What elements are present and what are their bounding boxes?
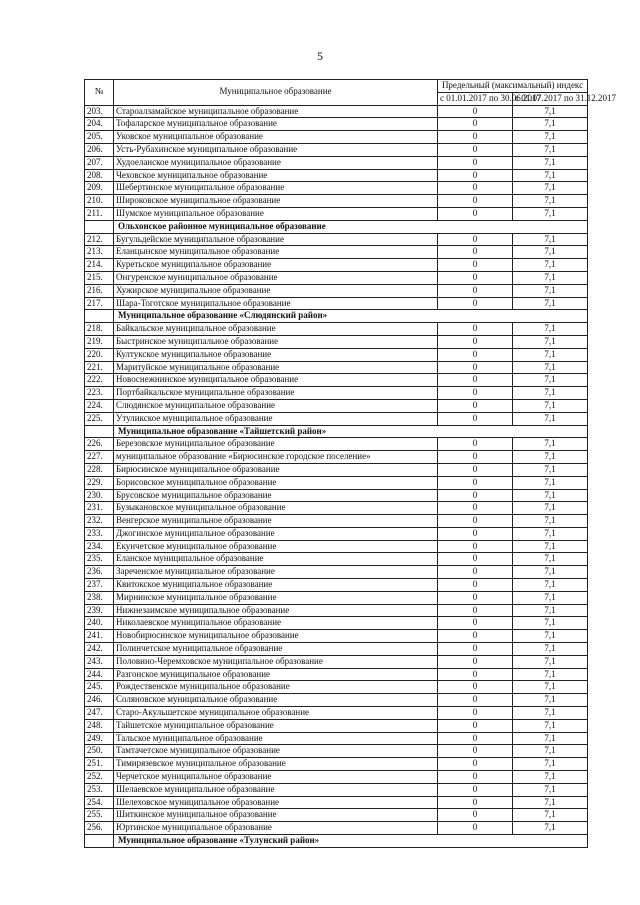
header-period-1: с 01.01.2017 по 30.06.2017 <box>438 92 513 105</box>
index-period-1: 0 <box>438 617 513 630</box>
index-period-2: 7,1 <box>513 502 588 515</box>
index-period-2: 7,1 <box>513 271 588 284</box>
row-number: 203. <box>85 105 114 118</box>
table-row <box>85 412 588 425</box>
index-period-1: 0 <box>438 553 513 566</box>
index-period-1: 0 <box>438 207 513 220</box>
table-row <box>85 143 588 156</box>
municipality-name: Новоснежнинское муниципальное образование <box>114 374 438 387</box>
municipality-name: Онгуренское муниципальное образование <box>114 271 438 284</box>
section-title: Муниципальное образование «Тулунский район» <box>114 835 588 848</box>
index-period-1: 0 <box>438 745 513 758</box>
table-row <box>85 540 588 553</box>
municipality-name: Шара-Тоготское муниципальное образование <box>114 297 438 310</box>
municipality-name: Еланское муниципальное образование <box>114 553 438 566</box>
header-num: № <box>85 80 114 106</box>
index-period-1: 0 <box>438 515 513 528</box>
index-period-1: 0 <box>438 604 513 617</box>
index-period-2: 7,1 <box>513 681 588 694</box>
index-period-1: 0 <box>438 655 513 668</box>
table-row <box>85 361 588 374</box>
index-period-2: 7,1 <box>513 809 588 822</box>
index-period-1: 0 <box>438 438 513 451</box>
municipality-name: Черчетское муниципальное образование <box>114 771 438 784</box>
municipality-name: Шиткинское муниципальное образование <box>114 809 438 822</box>
index-period-1: 0 <box>438 271 513 284</box>
municipality-name: Бугульдейское муниципальное образование <box>114 233 438 246</box>
index-period-2: 7,1 <box>513 604 588 617</box>
municipality-name: Тамтачетское муниципальное образование <box>114 745 438 758</box>
municipality-name: Старо-Акульшетское муниципальное образование <box>114 707 438 720</box>
municipality-name: Мирнинское муниципальное образование <box>114 591 438 604</box>
section-row <box>85 310 588 323</box>
row-number: 240. <box>85 617 114 630</box>
table-row <box>85 271 588 284</box>
section-row <box>85 835 588 848</box>
index-period-2: 7,1 <box>513 527 588 540</box>
municipality-name: Борисовское муниципальное образование <box>114 476 438 489</box>
table-row <box>85 745 588 758</box>
table-row <box>85 643 588 656</box>
index-period-1: 0 <box>438 335 513 348</box>
section-num-cell <box>85 310 114 323</box>
row-number: 247. <box>85 707 114 720</box>
index-period-2: 7,1 <box>513 758 588 771</box>
table-row <box>85 182 588 195</box>
table-row <box>85 732 588 745</box>
row-number: 226. <box>85 438 114 451</box>
index-period-1: 0 <box>438 182 513 195</box>
table-row <box>85 348 588 361</box>
index-period-2: 7,1 <box>513 668 588 681</box>
table-row <box>85 694 588 707</box>
row-number: 233. <box>85 527 114 540</box>
row-number: 220. <box>85 348 114 361</box>
row-number: 239. <box>85 604 114 617</box>
municipality-name: Шебертинское муниципальное образование <box>114 182 438 195</box>
municipality-name: Култукское муниципальное образование <box>114 348 438 361</box>
municipality-name: Бузыкановское муниципальное образование <box>114 502 438 515</box>
index-period-1: 0 <box>438 399 513 412</box>
table-row <box>85 668 588 681</box>
table-row <box>85 105 588 118</box>
index-period-1: 0 <box>438 259 513 272</box>
row-number: 256. <box>85 822 114 835</box>
index-period-2: 7,1 <box>513 796 588 809</box>
index-period-1: 0 <box>438 361 513 374</box>
municipality-name: Чеховское муниципальное образование <box>114 169 438 182</box>
table-row <box>85 323 588 336</box>
index-period-2: 7,1 <box>513 553 588 566</box>
index-period-2: 7,1 <box>513 323 588 336</box>
index-period-2: 7,1 <box>513 694 588 707</box>
row-number: 219. <box>85 335 114 348</box>
municipality-name: Нижнезаимское муниципальное образование <box>114 604 438 617</box>
page-number: 5 <box>317 49 323 63</box>
index-period-1: 0 <box>438 809 513 822</box>
row-number: 205. <box>85 131 114 144</box>
section-title: Ольхонское районное муниципальное образование <box>114 220 588 233</box>
index-period-1: 0 <box>438 694 513 707</box>
index-period-2: 7,1 <box>513 412 588 425</box>
table-row <box>85 207 588 220</box>
index-period-2: 7,1 <box>513 591 588 604</box>
section-num-cell <box>85 220 114 233</box>
index-period-2: 7,1 <box>513 476 588 489</box>
index-period-2: 7,1 <box>513 105 588 118</box>
table-row <box>85 681 588 694</box>
municipality-name: Уковское муниципальное образование <box>114 131 438 144</box>
index-period-2: 7,1 <box>513 387 588 400</box>
index-period-2: 7,1 <box>513 732 588 745</box>
index-period-2: 7,1 <box>513 182 588 195</box>
table-row <box>85 758 588 771</box>
municipality-name: Широковское муниципальное образование <box>114 195 438 208</box>
municipality-name: Половино-Черемховское муниципальное образование <box>114 655 438 668</box>
header-period-2: с 01.07.2017 по 31.12.2017 <box>513 92 588 105</box>
index-period-1: 0 <box>438 297 513 310</box>
index-period-2: 7,1 <box>513 399 588 412</box>
municipality-name: Соляновское муниципальное образование <box>114 694 438 707</box>
row-number: 208. <box>85 169 114 182</box>
row-number: 212. <box>85 233 114 246</box>
row-number: 224. <box>85 399 114 412</box>
table-row <box>85 719 588 732</box>
municipality-name: Николаевское муниципальное образование <box>114 617 438 630</box>
row-number: 248. <box>85 719 114 732</box>
index-period-2: 7,1 <box>513 643 588 656</box>
index-period-1: 0 <box>438 323 513 336</box>
municipality-name: Полинчетское муниципальное образование <box>114 643 438 656</box>
municipality-name: Разгонское муниципальное образование <box>114 668 438 681</box>
index-period-1: 0 <box>438 566 513 579</box>
index-period-1: 0 <box>438 771 513 784</box>
row-number: 252. <box>85 771 114 784</box>
municipality-name: Быстринское муниципальное образование <box>114 335 438 348</box>
index-period-1: 0 <box>438 463 513 476</box>
index-period-2: 7,1 <box>513 207 588 220</box>
table-row <box>85 118 588 131</box>
row-number: 214. <box>85 259 114 272</box>
table-row <box>85 374 588 387</box>
index-period-2: 7,1 <box>513 719 588 732</box>
index-period-2: 7,1 <box>513 259 588 272</box>
row-number: 206. <box>85 143 114 156</box>
index-period-1: 0 <box>438 630 513 643</box>
row-number: 245. <box>85 681 114 694</box>
table-row <box>85 476 588 489</box>
index-period-1: 0 <box>438 233 513 246</box>
municipality-name: Бирюсинское муниципальное образование <box>114 463 438 476</box>
index-period-1: 0 <box>438 284 513 297</box>
table-row <box>85 630 588 643</box>
index-period-1: 0 <box>438 105 513 118</box>
row-number: 210. <box>85 195 114 208</box>
index-period-2: 7,1 <box>513 489 588 502</box>
row-number: 246. <box>85 694 114 707</box>
row-number: 213. <box>85 246 114 259</box>
table-row <box>85 796 588 809</box>
index-period-1: 0 <box>438 502 513 515</box>
row-number: 228. <box>85 463 114 476</box>
index-period-2: 7,1 <box>513 463 588 476</box>
row-number: 255. <box>85 809 114 822</box>
row-number: 244. <box>85 668 114 681</box>
municipality-name: Усть-Рубахинское муниципальное образование <box>114 143 438 156</box>
index-period-2: 7,1 <box>513 374 588 387</box>
index-period-1: 0 <box>438 143 513 156</box>
municipality-name: Шумское муниципальное образование <box>114 207 438 220</box>
municipality-name: муниципальное образование «Бирюсинское городское поселение» <box>114 451 438 464</box>
section-title: Муниципальное образование «Слюдянский район» <box>114 310 588 323</box>
index-table <box>84 79 617 848</box>
index-period-2: 7,1 <box>513 131 588 144</box>
municipality-name: Зареченское муниципальное образование <box>114 566 438 579</box>
table-row <box>85 131 588 144</box>
row-number: 236. <box>85 566 114 579</box>
index-period-2: 7,1 <box>513 233 588 246</box>
index-period-1: 0 <box>438 681 513 694</box>
table-row <box>85 259 588 272</box>
index-period-2: 7,1 <box>513 630 588 643</box>
index-period-2: 7,1 <box>513 118 588 131</box>
municipality-name: Куретьское муниципальное образование <box>114 259 438 272</box>
municipality-name: Екунчетское муниципальное образование <box>114 540 438 553</box>
municipality-name: Слюдянское муниципальное образование <box>114 399 438 412</box>
header-municipality: Муниципальное образование <box>114 80 438 106</box>
index-period-1: 0 <box>438 169 513 182</box>
index-period-2: 7,1 <box>513 348 588 361</box>
table-row <box>85 246 588 259</box>
section-num-cell <box>85 835 114 848</box>
table-row <box>85 463 588 476</box>
index-period-2: 7,1 <box>513 822 588 835</box>
index-period-1: 0 <box>438 783 513 796</box>
row-number: 227. <box>85 451 114 464</box>
index-period-2: 7,1 <box>513 156 588 169</box>
index-period-2: 7,1 <box>513 617 588 630</box>
table-row <box>85 707 588 720</box>
table-row <box>85 579 588 592</box>
municipality-name: Тайшетское муниципальное образование <box>114 719 438 732</box>
row-number: 238. <box>85 591 114 604</box>
table-body <box>85 105 588 847</box>
index-period-2: 7,1 <box>513 745 588 758</box>
table-row <box>85 809 588 822</box>
index-period-1: 0 <box>438 719 513 732</box>
table-row <box>85 387 588 400</box>
index-period-1: 0 <box>438 348 513 361</box>
index-period-2: 7,1 <box>513 143 588 156</box>
index-period-2: 7,1 <box>513 284 588 297</box>
table-row <box>85 604 588 617</box>
index-period-1: 0 <box>438 118 513 131</box>
header-index: Предельный (максимальный) индекс <box>438 80 588 93</box>
table-row <box>85 553 588 566</box>
municipality-name: Байкальское муниципальное образование <box>114 323 438 336</box>
table-row <box>85 169 588 182</box>
index-period-1: 0 <box>438 527 513 540</box>
table-header <box>85 80 617 106</box>
index-period-2: 7,1 <box>513 169 588 182</box>
row-number: 249. <box>85 732 114 745</box>
index-period-1: 0 <box>438 822 513 835</box>
row-number: 215. <box>85 271 114 284</box>
table-row <box>85 156 588 169</box>
index-period-1: 0 <box>438 668 513 681</box>
table-row <box>85 515 588 528</box>
municipality-name: Квитокское муниципальное образование <box>114 579 438 592</box>
row-number: 237. <box>85 579 114 592</box>
row-number: 253. <box>85 783 114 796</box>
municipality-name: Тофаларское муниципальное образование <box>114 118 438 131</box>
row-number: 207. <box>85 156 114 169</box>
index-period-2: 7,1 <box>513 515 588 528</box>
table-row <box>85 783 588 796</box>
index-period-1: 0 <box>438 156 513 169</box>
index-period-1: 0 <box>438 489 513 502</box>
row-number: 222. <box>85 374 114 387</box>
index-period-2: 7,1 <box>513 783 588 796</box>
index-period-1: 0 <box>438 796 513 809</box>
row-number: 234. <box>85 540 114 553</box>
municipality-name: Березовское муниципальное образование <box>114 438 438 451</box>
municipality-name: Новобирюсинское муниципальное образование <box>114 630 438 643</box>
index-period-2: 7,1 <box>513 771 588 784</box>
table-row <box>85 195 588 208</box>
row-number: 223. <box>85 387 114 400</box>
table-row <box>85 335 588 348</box>
index-period-1: 0 <box>438 591 513 604</box>
index-period-2: 7,1 <box>513 361 588 374</box>
table-row <box>85 297 588 310</box>
municipality-name: Брусовское муниципальное образование <box>114 489 438 502</box>
row-number: 235. <box>85 553 114 566</box>
index-period-1: 0 <box>438 643 513 656</box>
table-row <box>85 655 588 668</box>
municipality-name: Маритуйское муниципальное образование <box>114 361 438 374</box>
municipality-name: Шелаевское муниципальное образование <box>114 783 438 796</box>
table-row <box>85 591 588 604</box>
row-number: 225. <box>85 412 114 425</box>
index-period-1: 0 <box>438 246 513 259</box>
table-row <box>85 771 588 784</box>
section-row <box>85 220 588 233</box>
index-period-2: 7,1 <box>513 579 588 592</box>
index-period-1: 0 <box>438 476 513 489</box>
index-period-2: 7,1 <box>513 195 588 208</box>
index-period-1: 0 <box>438 131 513 144</box>
index-period-2: 7,1 <box>513 540 588 553</box>
table-row <box>85 438 588 451</box>
row-number: 254. <box>85 796 114 809</box>
row-number: 221. <box>85 361 114 374</box>
municipality-name: Худоеланское муниципальное образование <box>114 156 438 169</box>
index-period-1: 0 <box>438 387 513 400</box>
table-row <box>85 233 588 246</box>
index-period-2: 7,1 <box>513 246 588 259</box>
row-number: 216. <box>85 284 114 297</box>
row-number: 232. <box>85 515 114 528</box>
row-number: 242. <box>85 643 114 656</box>
row-number: 243. <box>85 655 114 668</box>
section-row <box>85 425 588 438</box>
row-number: 230. <box>85 489 114 502</box>
municipality-name: Джогинское муниципальное образование <box>114 527 438 540</box>
municipality-name: Утуликское муниципальное образование <box>114 412 438 425</box>
index-period-2: 7,1 <box>513 566 588 579</box>
row-number: 251. <box>85 758 114 771</box>
index-period-1: 0 <box>438 374 513 387</box>
table-row <box>85 399 588 412</box>
row-number: 211. <box>85 207 114 220</box>
municipality-name: Портбайкальское муниципальное образование <box>114 387 438 400</box>
municipality-name: Еланцынское муниципальное образование <box>114 246 438 259</box>
index-period-1: 0 <box>438 707 513 720</box>
table-row <box>85 566 588 579</box>
index-period-2: 7,1 <box>513 438 588 451</box>
index-period-1: 0 <box>438 412 513 425</box>
row-number: 231. <box>85 502 114 515</box>
index-period-1: 0 <box>438 540 513 553</box>
table-row <box>85 617 588 630</box>
row-number: 241. <box>85 630 114 643</box>
index-period-1: 0 <box>438 732 513 745</box>
index-period-2: 7,1 <box>513 335 588 348</box>
index-period-2: 7,1 <box>513 707 588 720</box>
municipality-name: Хужирское муниципальное образование <box>114 284 438 297</box>
municipality-name: Юртинское муниципальное образование <box>114 822 438 835</box>
municipality-name: Шелеховское муниципальное образование <box>114 796 438 809</box>
municipality-name: Тимирязевское муниципальное образование <box>114 758 438 771</box>
municipality-name: Тальское муниципальное образование <box>114 732 438 745</box>
row-number: 217. <box>85 297 114 310</box>
index-period-2: 7,1 <box>513 655 588 668</box>
section-title: Муниципальное образование «Тайшетский район» <box>114 425 588 438</box>
municipality-name: Венгерское муниципальное образование <box>114 515 438 528</box>
table-row <box>85 527 588 540</box>
table-row <box>85 822 588 835</box>
row-number: 218. <box>85 323 114 336</box>
table-row <box>85 284 588 297</box>
index-period-1: 0 <box>438 579 513 592</box>
row-number: 229. <box>85 476 114 489</box>
row-number: 209. <box>85 182 114 195</box>
table-row <box>85 451 588 464</box>
index-period-1: 0 <box>438 451 513 464</box>
table-row <box>85 489 588 502</box>
municipality-name: Рождественское муниципальное образование <box>114 681 438 694</box>
row-number: 204. <box>85 118 114 131</box>
index-period-2: 7,1 <box>513 297 588 310</box>
index-period-2: 7,1 <box>513 451 588 464</box>
municipality-name: Староалзамайское муниципальное образование <box>114 105 438 118</box>
section-num-cell <box>85 425 114 438</box>
table-row <box>85 502 588 515</box>
index-period-1: 0 <box>438 758 513 771</box>
index-period-1: 0 <box>438 195 513 208</box>
row-number: 250. <box>85 745 114 758</box>
